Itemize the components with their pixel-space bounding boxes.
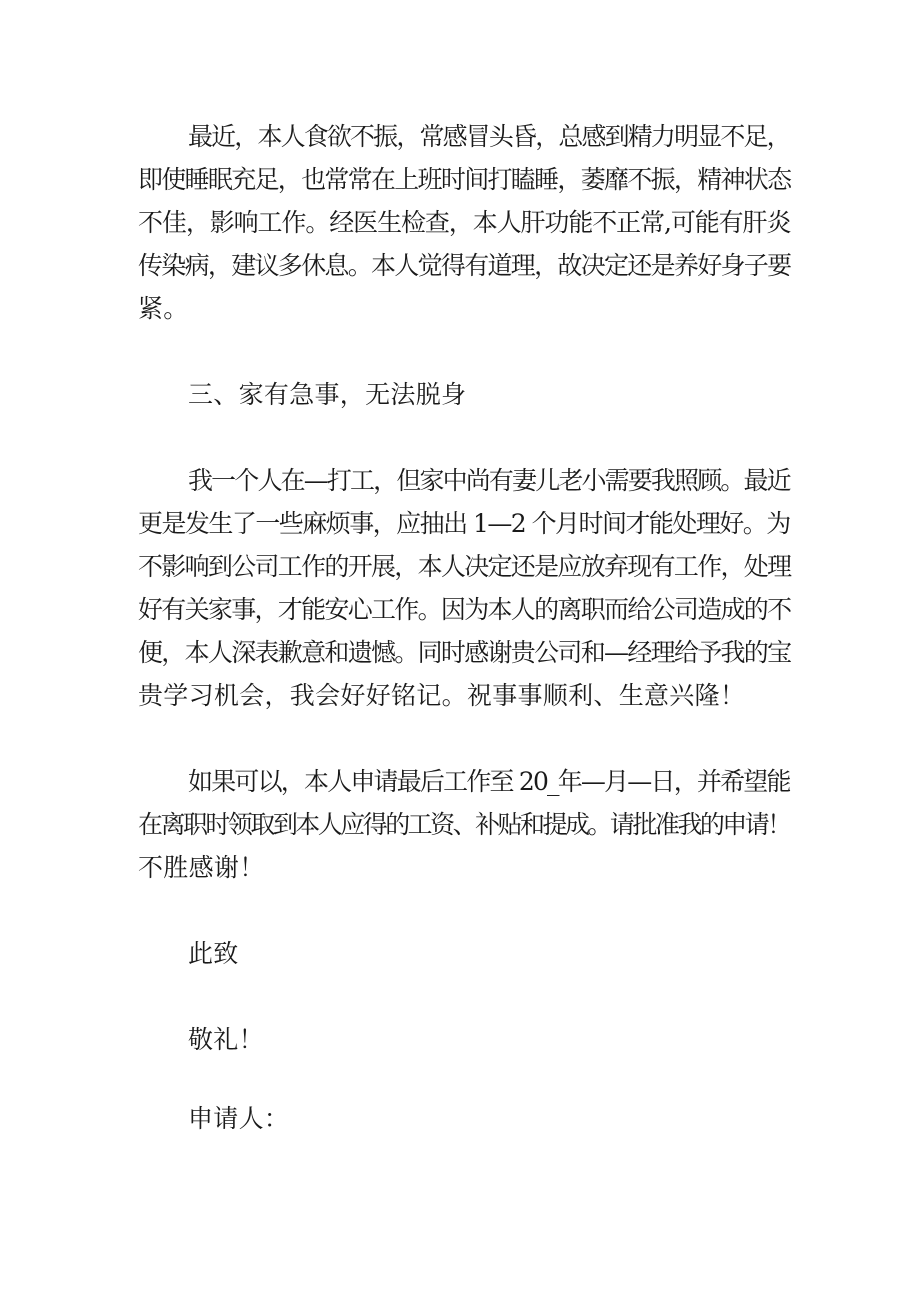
section-heading: 三、家有急事，无法脱身 <box>188 380 467 409</box>
paragraph-1-line-2: 即使睡眠充足，也常常在上班时间打瞌睡，萎靡不振，精神状态 <box>138 165 791 194</box>
paragraph-3-line-1: 如果可以，本人申请最后工作至 20_年—月—日，并希望能 <box>188 767 790 796</box>
paragraph-2-line-3: 不影响到公司工作的开展，本人决定还是应放弃现有工作，处理 <box>138 552 791 581</box>
signature-label: 申请人： <box>188 1104 290 1133</box>
paragraph-2-line-1: 我一个人在—打工，但家中尚有妻儿老小需要我照顾。最近 <box>188 466 790 495</box>
paragraph-1-line-1: 最近，本人食欲不振，常感冒头昏，总感到精力明显不足， <box>188 122 790 151</box>
paragraph-2-line-4: 好有关家事，才能安心工作。因为本人的离职而给公司造成的不 <box>138 595 791 624</box>
closing-salutation: 此致 <box>188 939 239 968</box>
paragraph-3-line-3: 不胜感谢！ <box>138 853 265 882</box>
paragraph-2-line-5: 便，本人深表歉意和遗憾。同时感谢贵公司和—经理给予我的宝 <box>138 638 791 667</box>
paragraph-1-line-5: 紧。 <box>138 294 189 323</box>
paragraph-1-line-4: 传染病，建议多休息。本人觉得有道理，故决定还是养好身子要 <box>138 251 791 280</box>
paragraph-1-line-3: 不佳，影响工作。经医生检查，本人肝功能不正常,可能有肝炎 <box>138 208 791 237</box>
paragraph-2-line-2: 更是发生了一些麻烦事，应抽出 1—2 个月时间才能处理好。为 <box>138 509 790 538</box>
paragraph-2-line-6: 贵学习机会，我会好好铭记。祝事事顺利、生意兴隆！ <box>138 681 746 710</box>
paragraph-3-line-2: 在离职时领取到本人应得的工资、补贴和提成。请批准我的申请！ <box>138 810 790 839</box>
closing-regards: 敬礼！ <box>188 1025 264 1054</box>
